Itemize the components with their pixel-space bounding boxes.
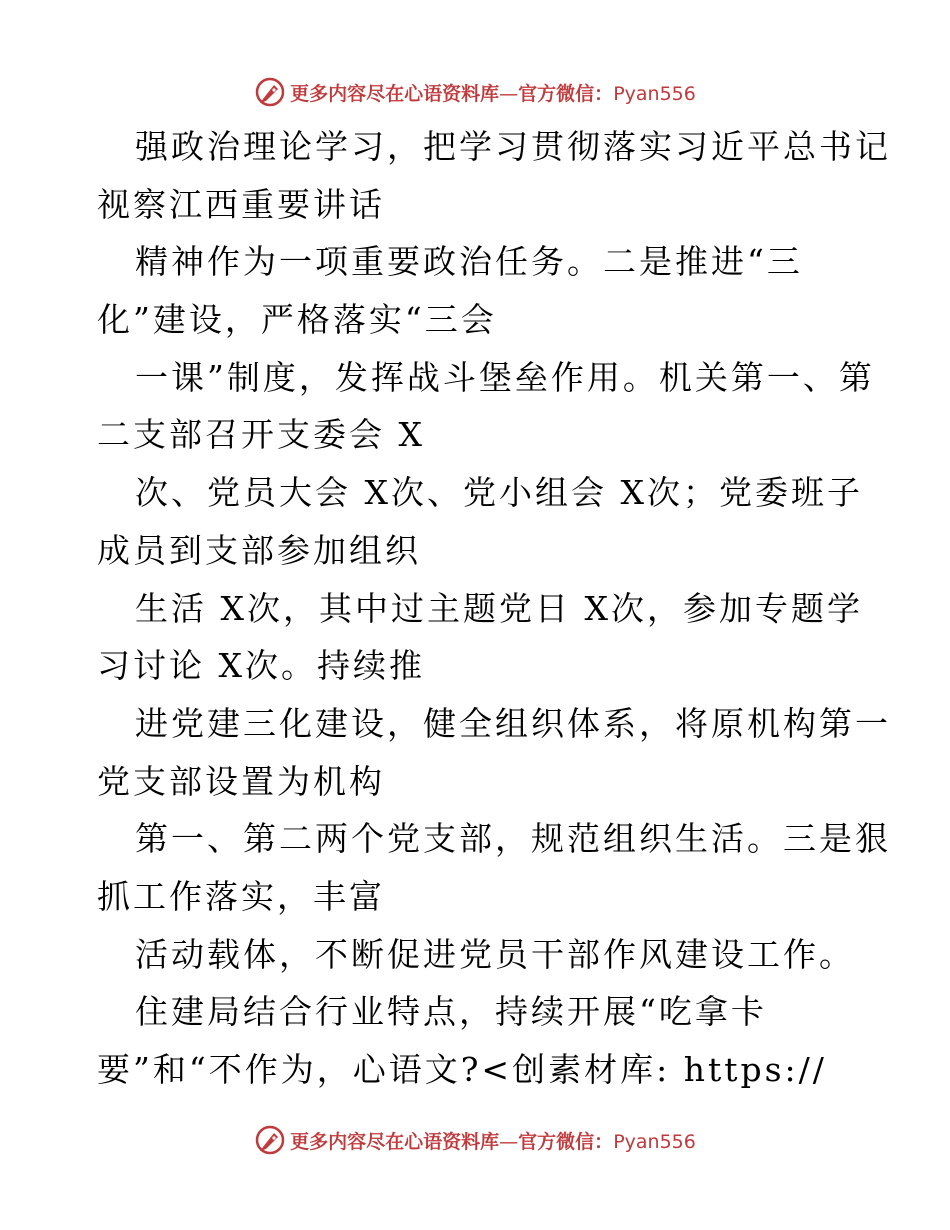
text-line: 一课”制度，发挥战斗堡垒作用。机关第一、第 xyxy=(135,357,875,397)
banner-text xyxy=(290,1127,696,1154)
banner-separator: — xyxy=(499,82,519,105)
text-line: 视察江西重要讲话 xyxy=(97,184,385,224)
text-line: 化”建设，严格落实“三会 xyxy=(97,300,497,340)
text-line: 党支部设置为机构 xyxy=(97,761,385,801)
text-line: 成员到支部参加组织 xyxy=(97,530,421,570)
text-line: 次、党员大会 X次、党小组会 X次；党委班子 xyxy=(135,473,863,513)
text-line: 二支部召开支委会 X xyxy=(97,415,425,455)
text-line: 生活 X次，其中过主题党日 X次，参加专题学 xyxy=(135,588,863,628)
banner-brand: 更多内容尽在心语资料库 xyxy=(290,82,500,105)
text-line: 精神作为一项重要政治任务。二是推进“三 xyxy=(135,242,803,282)
banner-text xyxy=(290,79,696,106)
text-line: 活动载体，不断促进党员干部作风建设工作。 xyxy=(135,934,855,974)
text-line: 强政治理论学习，把学习贯彻落实习近平总书记 xyxy=(135,127,891,166)
text-line: 习讨论 X次。持续推 xyxy=(97,646,425,686)
text-line: 住建局结合行业特点，持续开展“吃拿卡 xyxy=(135,992,767,1032)
pen-nib-logo-icon xyxy=(254,76,286,108)
pen-nib-logo-icon xyxy=(254,1124,286,1156)
banner-wechat-label: 官方微信： xyxy=(518,1130,614,1153)
text-line: 要”和“不作为，心语文?<创素材库: https:// xyxy=(97,1050,827,1089)
banner-brand: 更多内容尽在心语资料库 xyxy=(290,1130,500,1153)
banner-wechat-id: Pyan556 xyxy=(613,1130,696,1153)
banner-wechat-id: Pyan556 xyxy=(613,82,696,105)
text-line: 第一、第二两个党支部，规范组织生活。三是狠 xyxy=(135,819,891,859)
document-body xyxy=(97,118,891,1099)
header-banner xyxy=(0,72,950,112)
banner-wechat-label: 官方微信： xyxy=(518,82,614,105)
banner-separator: — xyxy=(499,1130,519,1153)
text-line: 进党建三化建设，健全组织体系，将原机构第一 xyxy=(135,703,891,743)
text-line: 抓工作落实，丰富 xyxy=(97,876,385,916)
footer-banner xyxy=(0,1120,950,1160)
